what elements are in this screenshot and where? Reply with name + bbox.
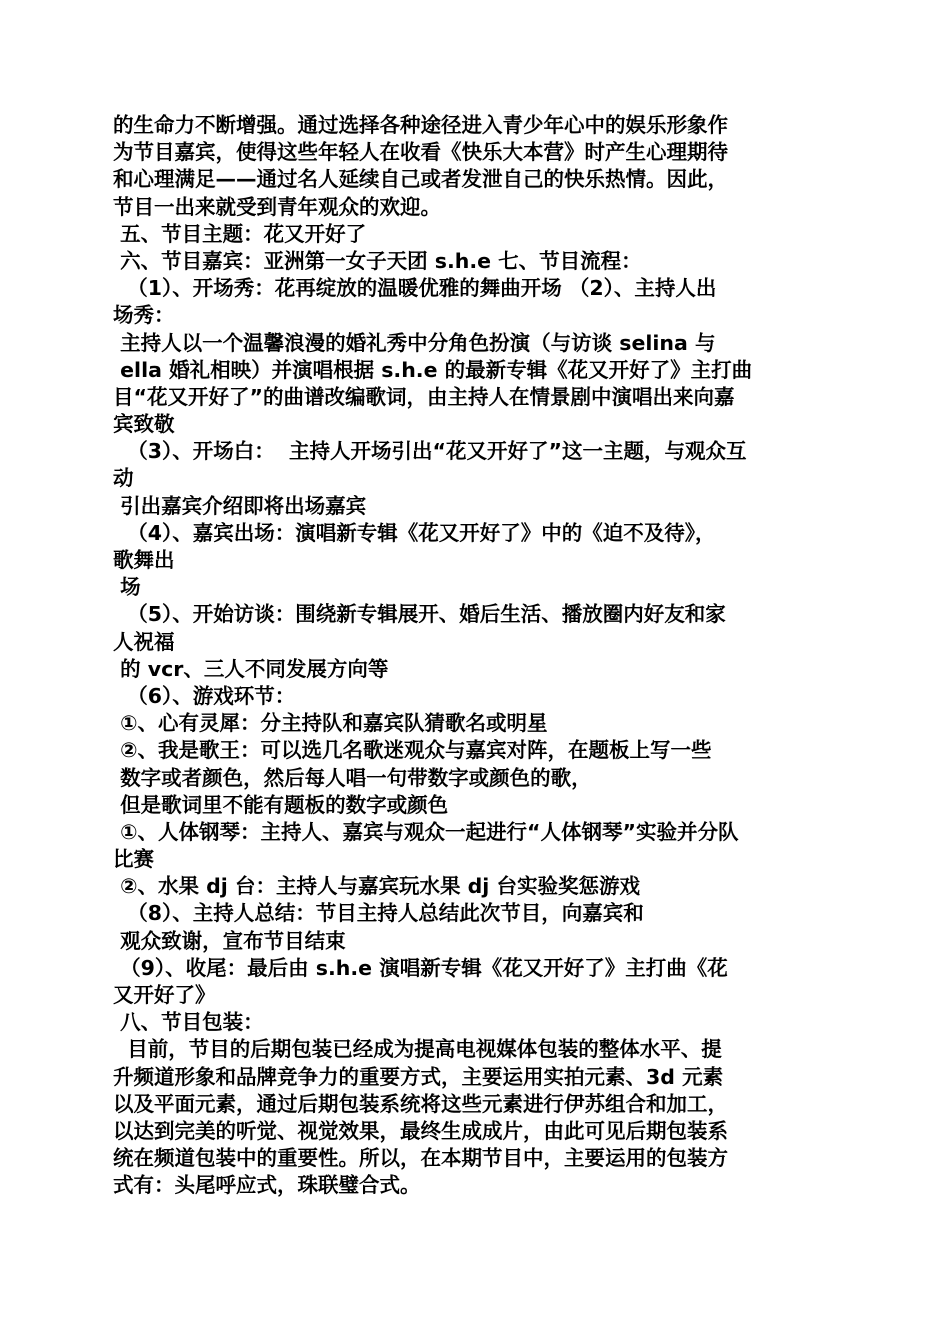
text-line: 升频道形象和品牌竞争力的重要方式，主要运用实拍元素、3d 元素: [113, 1064, 724, 1089]
text-line: 以及平面元素，通过后期包装系统将这些元素进行伊苏组合和加工，: [113, 1091, 728, 1116]
text-line: （6）、游戏环节：: [113, 683, 296, 708]
section-heading-packaging: 八、节目包装：: [113, 1010, 264, 1035]
text-line: 但是歌词里不能有题板的数字或颜色: [113, 792, 449, 817]
section-heading-theme: 五、节目主题：花又开好了: [113, 221, 367, 246]
text-line: 以达到完美的听觉、视觉效果，最终生成成片，由此可见后期包装系: [113, 1118, 728, 1143]
text-line: 观众致谢，宣布节目结束: [113, 928, 346, 953]
text-line: 的 vcr、三人不同发展方向等: [113, 656, 389, 681]
text-line: 场: [113, 575, 141, 600]
text-line: 目前，节目的后期包装已经成为提高电视媒体包装的整体水平、提: [113, 1037, 722, 1062]
section-heading-guests: 六、节目嘉宾：亚洲第一女子天团 s.h.e 七、节目流程：: [113, 248, 642, 273]
text-line: ②、我是歌王：可以选几名歌迷观众与嘉宾对阵，在题板上写一些: [113, 738, 712, 763]
text-line: 主持人以一个温馨浪漫的婚礼秀中分角色扮演（与访谈 selina 与: [113, 330, 716, 355]
text-line: 宾致敬: [113, 412, 175, 437]
document-body: [113, 112, 843, 1200]
text-line: 和心理满足——通过名人延续自己或者发泄自己的快乐热情。因此，: [113, 167, 728, 192]
text-line: ①、人体钢琴：主持人、嘉宾与观众一起进行“人体钢琴”实验并分队: [113, 819, 739, 844]
text-line: （5）、开始访谈：围绕新专辑展开、婚后生活、播放圈内好友和家: [113, 602, 726, 627]
text-line: （9）、收尾：最后由 s.h.e 演唱新专辑《花又开好了》主打曲《花: [113, 955, 728, 980]
text-line: 节目一出来就受到青年观众的欢迎。: [113, 194, 441, 219]
text-line: 歌舞出: [113, 548, 175, 572]
text-line: 数字或者颜色，然后每人唱一句带数字或颜色的歌，: [113, 765, 592, 790]
text-line: 场秀：: [113, 303, 175, 328]
text-line: ②、水果 dj 台：主持人与嘉宾玩水果 dj 台实验奖惩游戏: [113, 874, 640, 899]
text-line: 为节目嘉宾，使得这些年轻人在收看《快乐大本营》时产生心理期待: [113, 140, 728, 165]
text-line: 统在频道包装中的重要性。所以，在本期节目中，主要运用的包装方: [113, 1146, 728, 1171]
text-line: ella 婚礼相映）并演唱根据 s.h.e 的最新专辑《花又开好了》主打曲: [113, 357, 753, 382]
text-line: ①、心有灵犀：分主持队和嘉宾队猜歌名或明星: [113, 711, 548, 736]
text-line: 目“花又开好了”的曲谱改编歌词，由主持人在情景剧中演唱出来向嘉: [113, 384, 735, 409]
text-line: 引出嘉宾介绍即将出场嘉宾: [113, 493, 367, 518]
text-line: 的生命力不断增强。通过选择各种途径进入青少年心中的娱乐形象作: [113, 113, 728, 137]
text-line: 比赛: [113, 847, 154, 872]
text-line: （1）、开场秀：花再绽放的温暖优雅的舞曲开场 （2）、主持人出: [113, 276, 717, 301]
text-line: （4）、嘉宾出场：演唱新专辑《花又开好了》中的《迫不及待》，: [113, 520, 716, 545]
text-line: 动: [113, 466, 134, 491]
text-line: 又开好了》: [113, 983, 216, 1007]
text-line: 人祝福: [113, 629, 175, 654]
text-line: 式有：头尾呼应式，珠联璧合式。: [113, 1173, 421, 1198]
text-line: （3）、开场白： 主持人开场引出“花又开好了”这一主题，与观众互: [113, 439, 747, 464]
text-line: （8）、主持人总结：节目主持人总结此次节目，向嘉宾和: [113, 901, 644, 926]
